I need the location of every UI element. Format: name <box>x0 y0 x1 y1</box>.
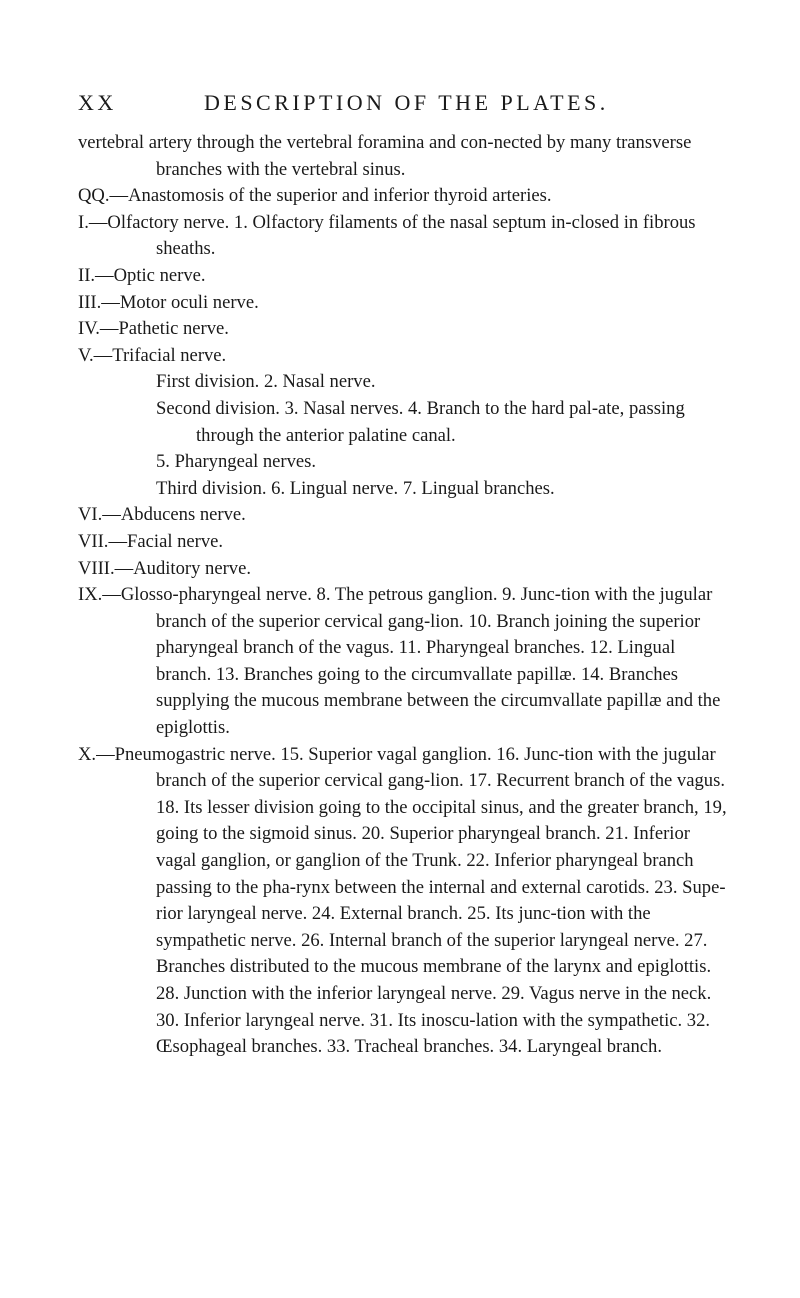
entry-vii-facial: VII.—Facial nerve. <box>78 530 224 552</box>
page-number: XX <box>78 90 117 115</box>
sub-first-division: First division. 2. Nasal nerve. <box>156 371 376 393</box>
entry-i-olfactory: I.—Olfactory nerve. 1. Olfactory filaments of the nasal septum in-closed in fibrous sheaths. <box>78 211 696 260</box>
entry-qq: QQ.—Anastomosis of the superior and inferior thyroid arteries. <box>78 185 552 207</box>
entry-v-trifacial: V.—Trifacial nerve. <box>78 344 227 366</box>
running-title: DESCRIPTION OF THE PLATES. <box>204 90 609 115</box>
running-header <box>78 90 638 116</box>
paragraph-continuation: vertebral artery through the vertebral foramina and con-nected by many transverse branches with the vertebral sinus. <box>78 132 692 180</box>
sub-second-division: Second division. 3. Nasal nerves. 4. Branch to the hard pal-ate, passing through the anterior palatine canal. <box>156 397 685 446</box>
entry-ii-optic: II.—Optic nerve. <box>78 264 206 286</box>
entry-ix-glosso-pharyngeal: IX.—Glosso-pharyngeal nerve. 8. The petrous ganglion. 9. Junc-tion with the jugular branch of the superior cervical gang-lion. 10. Branch joining the superior pharyngeal branch of the vagus. 11. Pharyngeal branches. 12. Lingual branch. 13. Branches going to the circumvallate papillæ. 14. Branches supplying the mucous membrane between the circumvallate papillæ and the epiglottis. <box>78 584 721 739</box>
entry-iii-motor-oculi: III.—Motor oculi nerve. <box>78 291 259 313</box>
entry-vi-abducens: VI.—Abducens nerve. <box>78 504 246 526</box>
entry-iv-pathetic: IV.—Pathetic nerve. <box>78 318 229 340</box>
entry-viii-auditory: VIII.—Auditory nerve. <box>78 557 251 579</box>
entry-x-pneumogastric: X.—Pneumogastric nerve. 15. Superior vagal ganglion. 16. Junc-tion with the jugular branch of the superior cervical gang-lion. 17. Recurrent branch of the vagus. 18. Its lesser division going to the occipital sinus, and the greater branch, 19, going to the sigmoid sinus. 20. Superior pharyngeal branch. 21. Inferior vagal ganglion, or ganglion of the Trunk. 22. Inferior pharyngeal branch passing to the pha-rynx between the internal and external carotids. 23. Supe-rior laryngeal nerve. 24. External branch. 25. Its junc-tion with the sympathetic nerve. 26. Internal branch of the superior laryngeal nerve. 27. Branches distributed to the mucous membrane of the larynx and epiglottis. 28. Junction with the inferior laryngeal nerve. 29. Vagus nerve in the neck. 30. Inferior laryngeal nerve. 31. Its inoscu-lation with the sympathetic. 32. Œsophageal branches. 33. Tracheal branches. 34. Laryngeal branch. <box>78 743 727 1058</box>
plate-descriptions <box>78 130 728 1061</box>
sub-third-division: Third division. 6. Lingual nerve. 7. Lingual branches. <box>156 477 555 499</box>
sub-pharyngeal-nerves: 5. Pharyngeal nerves. <box>156 451 317 473</box>
